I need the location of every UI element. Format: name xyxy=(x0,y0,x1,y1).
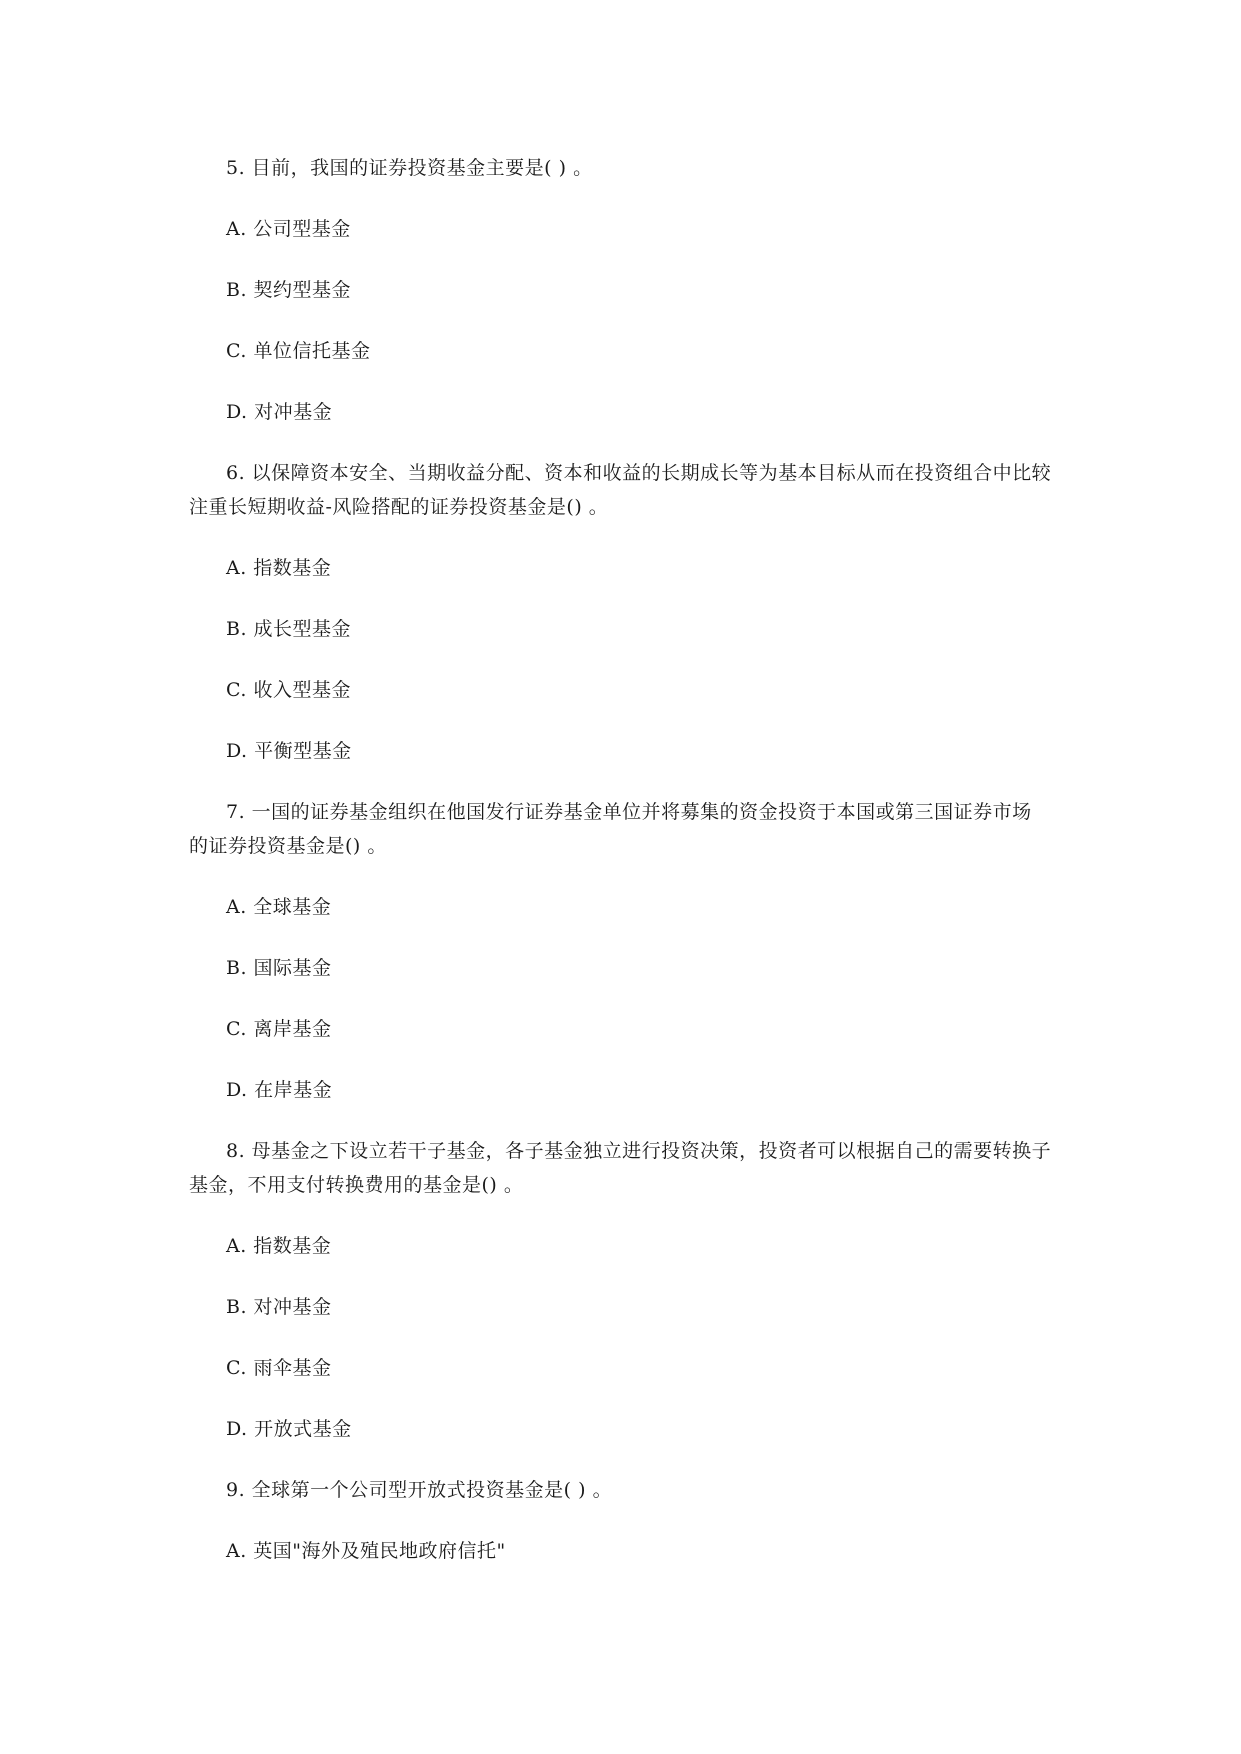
question-7-text-line-1: 7. 一国的证券基金组织在他国发行证券基金单位并将募集的资金投资于本国或第三国证券市场 xyxy=(226,801,1032,823)
question-6-option-d: D. 平衡型基金 xyxy=(226,740,352,762)
question-6-option-b: B. 成长型基金 xyxy=(226,618,352,640)
question-5-option-d: D. 对冲基金 xyxy=(226,401,333,423)
question-9-text: 9. 全球第一个公司型开放式投资基金是( ) 。 xyxy=(226,1479,613,1501)
question-8-text-line-2: 基金，不用支付转换费用的基金是() 。 xyxy=(189,1174,524,1196)
question-5-option-b: B. 契约型基金 xyxy=(226,279,352,301)
question-7-text-line-2: 的证券投资基金是() 。 xyxy=(189,835,387,857)
question-6-text-line-1: 6. 以保障资本安全、当期收益分配、资本和收益的长期成长等为基本目标从而在投资组合中比较 xyxy=(226,462,1052,484)
question-7-option-b: B. 国际基金 xyxy=(226,957,332,979)
question-8-option-b: B. 对冲基金 xyxy=(226,1296,332,1318)
question-9-option-a: A. 英国"海外及殖民地政府信托" xyxy=(226,1540,506,1562)
question-6-option-a: A. 指数基金 xyxy=(226,557,332,579)
question-6-text-line-2: 注重长短期收益-风险搭配的证券投资基金是() 。 xyxy=(189,496,609,518)
question-6-option-c: C. 收入型基金 xyxy=(226,679,351,701)
question-7-option-c: C. 离岸基金 xyxy=(226,1018,332,1040)
question-7-option-d: D. 在岸基金 xyxy=(226,1079,333,1101)
question-8-option-c: C. 雨伞基金 xyxy=(226,1357,332,1379)
question-8-text-line-1: 8. 母基金之下设立若干子基金，各子基金独立进行投资决策，投资者可以根据自己的需要转换子 xyxy=(226,1140,1052,1162)
question-8-option-d: D. 开放式基金 xyxy=(226,1418,352,1440)
question-7-option-a: A. 全球基金 xyxy=(226,896,332,918)
question-5-option-a: A. 公司型基金 xyxy=(226,218,351,240)
question-5-text: 5. 目前，我国的证券投资基金主要是( ) 。 xyxy=(226,157,593,179)
question-8-option-a: A. 指数基金 xyxy=(226,1235,332,1257)
question-5-option-c: C. 单位信托基金 xyxy=(226,340,371,362)
